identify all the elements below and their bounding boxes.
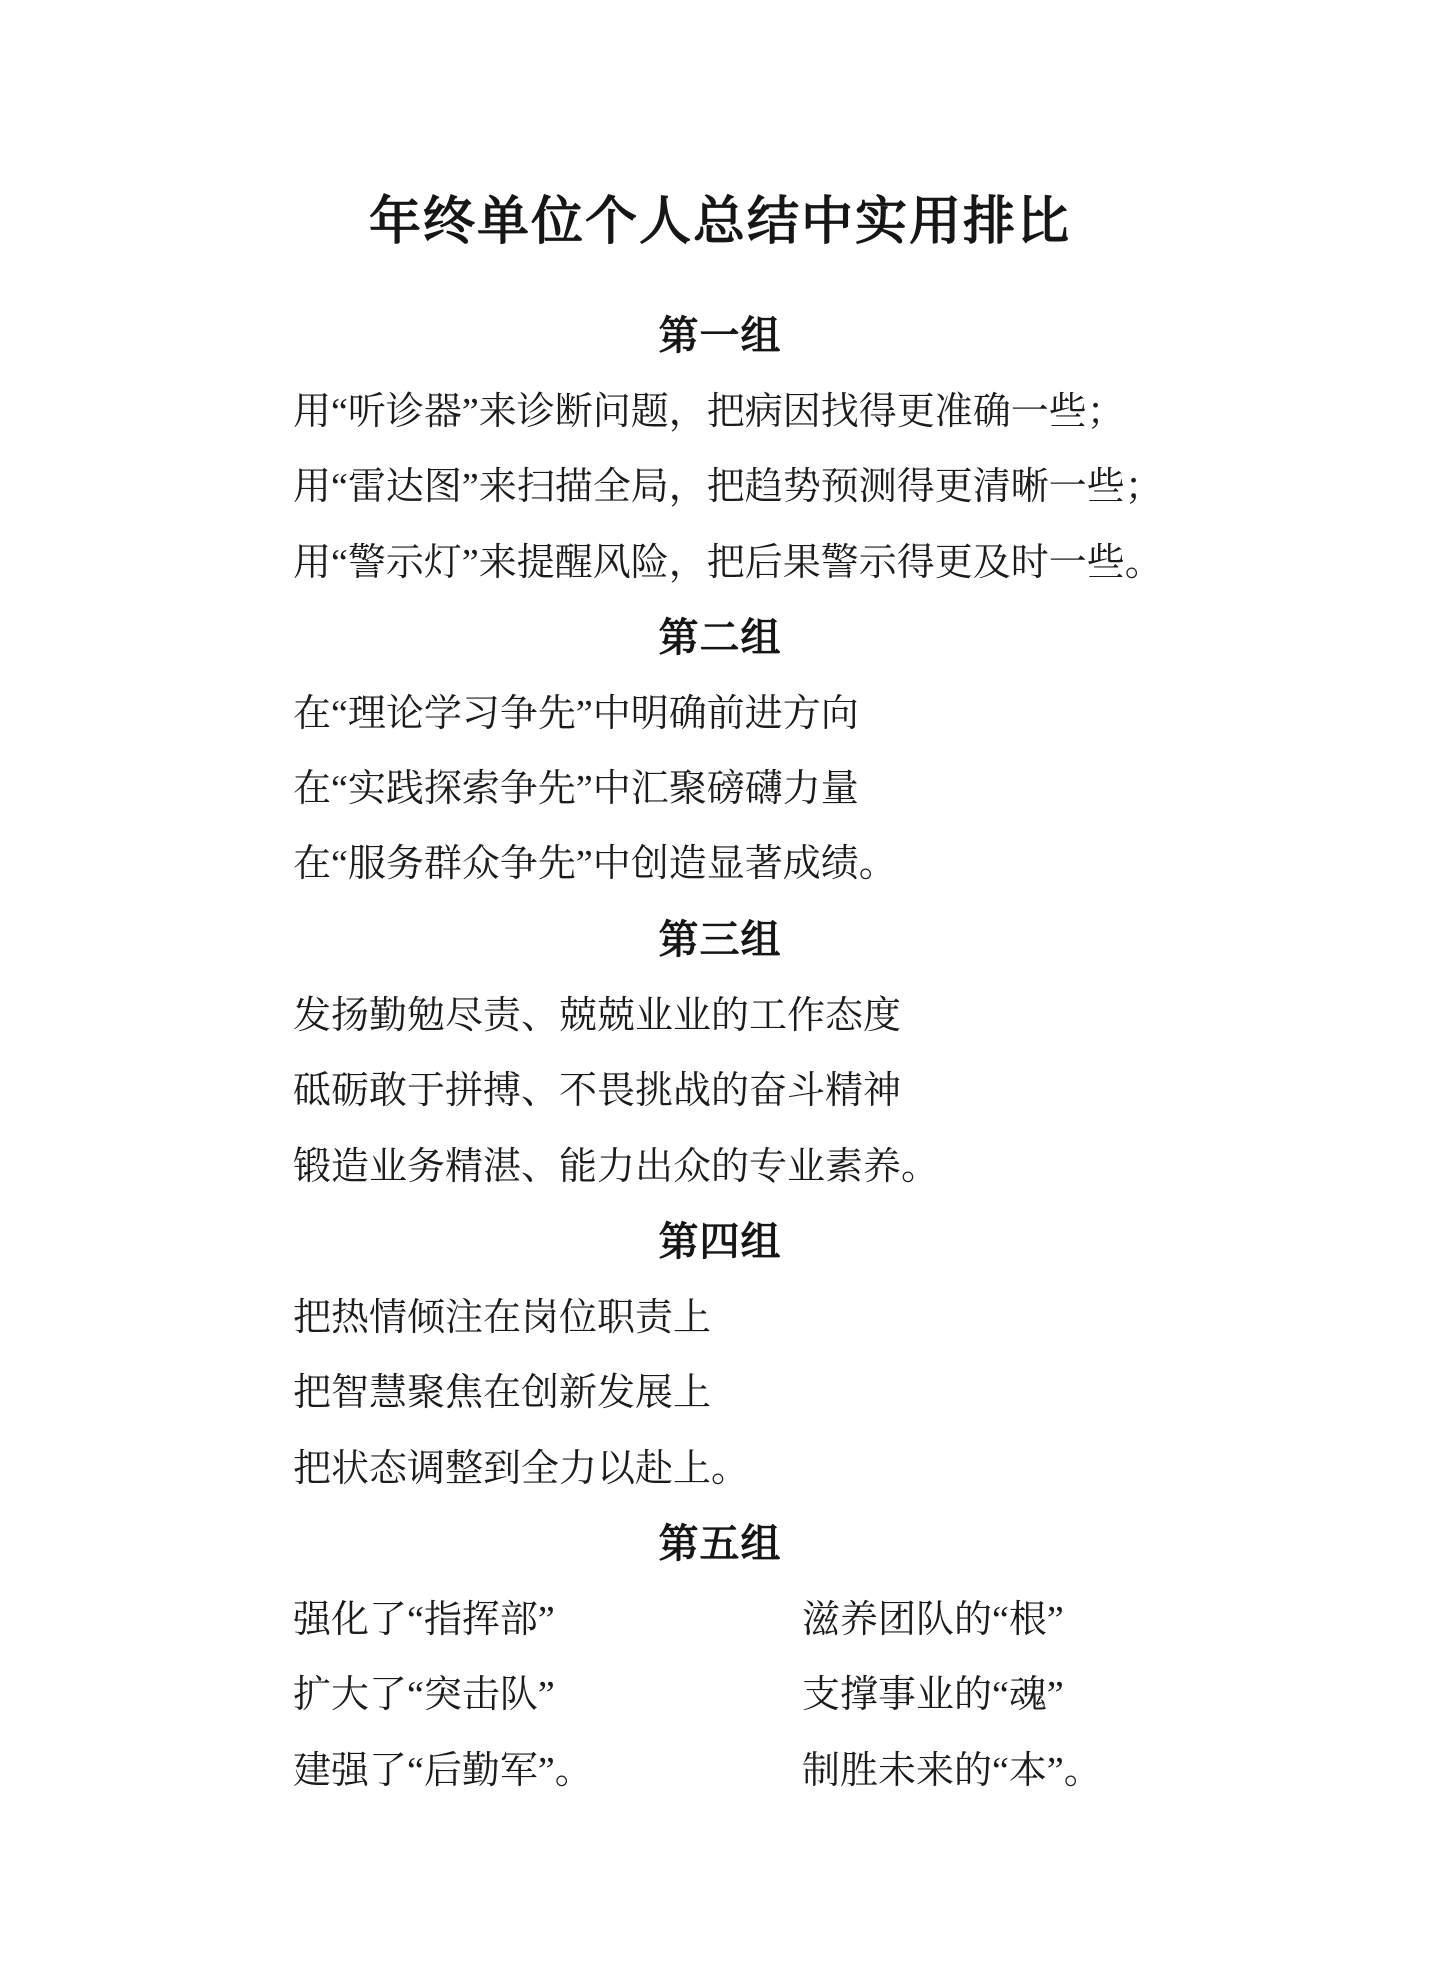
group-4-heading: 第四组 xyxy=(658,1219,782,1264)
group-4-line-2: 把智慧聚焦在创新发展上 xyxy=(293,1372,712,1414)
group-3-line-3: 锻造业务精湛、能力出众的专业素养。 xyxy=(293,1146,940,1188)
group-1-line-1: 用“听诊器”来诊断问题，把病因找得更准确一些； xyxy=(293,391,1125,433)
group-5-right-line-2: 支撑事业的“魂” xyxy=(802,1674,1064,1716)
group-2-line-2: 在“实践探索争先”中汇聚磅礴力量 xyxy=(293,768,859,810)
group-5-left-line-2: 扩大了“突击队” xyxy=(293,1674,555,1716)
group-1-line-2: 用“雷达图”来扫描全局，把趋势预测得更清晰一些； xyxy=(293,466,1163,508)
group-4-line-3: 把状态调整到全力以赴上。 xyxy=(293,1448,750,1490)
group-3-line-1: 发扬勤勉尽责、兢兢业业的工作态度 xyxy=(293,995,902,1037)
group-2-heading: 第二组 xyxy=(658,615,782,660)
group-4-line-1: 把热情倾注在岗位职责上 xyxy=(293,1297,712,1339)
group-5-right-line-1: 滋养团队的“根” xyxy=(802,1599,1064,1641)
group-5-right-line-3: 制胜未来的“本”。 xyxy=(802,1750,1102,1792)
group-5-left-line-3: 建强了“后勤军”。 xyxy=(293,1750,593,1792)
group-5-heading: 第五组 xyxy=(658,1521,782,1566)
document-title: 年终单位个人总结中实用排比 xyxy=(368,193,1071,251)
group-1-line-3: 用“警示灯”来提醒风险，把后果警示得更及时一些。 xyxy=(293,542,1163,584)
group-3-line-2: 砥砺敢于拼搏、不畏挑战的奋斗精神 xyxy=(293,1070,902,1112)
group-2-line-3: 在“服务群众争先”中创造显著成绩。 xyxy=(293,843,897,885)
group-2-line-1: 在“理论学习争先”中明确前进方向 xyxy=(293,693,859,735)
group-3-heading: 第三组 xyxy=(658,917,782,962)
group-1-heading: 第一组 xyxy=(658,313,782,358)
group-5-left-line-1: 强化了“指挥部” xyxy=(293,1599,555,1641)
